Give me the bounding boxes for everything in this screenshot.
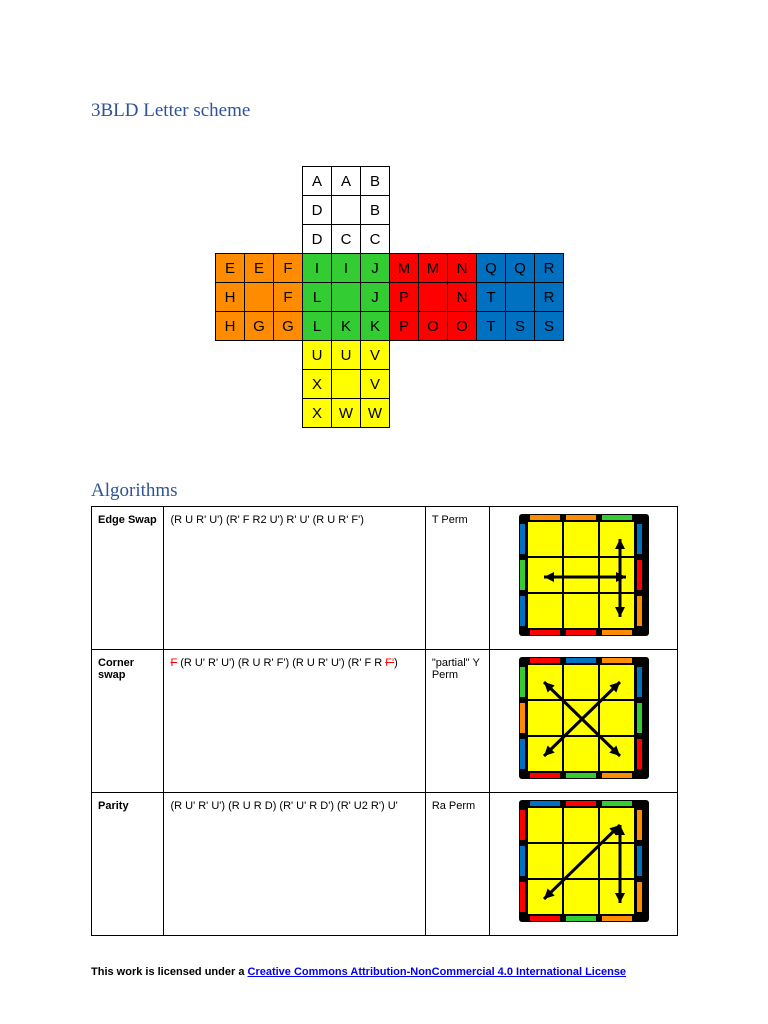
empty-cell	[506, 399, 535, 428]
top-face-sticker	[600, 808, 634, 842]
t-perm-diagram	[517, 513, 651, 637]
table-row	[92, 507, 678, 650]
table-row	[92, 793, 678, 936]
empty-cell	[477, 225, 506, 254]
sticker: J	[361, 283, 390, 312]
empty-cell	[390, 167, 419, 196]
empty-cell	[216, 196, 245, 225]
bottom-edge-sticker	[530, 773, 560, 778]
top-edge-sticker	[530, 658, 560, 663]
top-face-sticker	[564, 522, 598, 556]
top-face-sticker	[600, 701, 634, 735]
net-row	[216, 254, 564, 283]
right-edge-sticker	[637, 846, 642, 876]
sticker: K	[332, 312, 361, 341]
empty-cell	[216, 399, 245, 428]
left-edge-sticker	[520, 846, 525, 876]
left-edge-sticker	[520, 667, 525, 697]
empty-cell	[245, 225, 274, 254]
sticker: H	[216, 283, 245, 312]
table-row	[92, 650, 678, 793]
sticker: X	[303, 370, 332, 399]
left-edge-sticker	[520, 810, 525, 840]
top-face-sticker	[600, 844, 634, 878]
algorithm-sequence: (R U' R' U') (R U R D) (R' U' R D') (R' U2 R') U'	[164, 793, 425, 936]
net-row	[216, 370, 564, 399]
cube-net-letter-scheme	[215, 166, 564, 428]
right-edge-sticker	[637, 810, 642, 840]
sticker	[332, 283, 361, 312]
empty-cell	[506, 196, 535, 225]
perm-diagram-cell	[490, 793, 678, 936]
sticker	[506, 283, 535, 312]
empty-cell	[448, 399, 477, 428]
y-perm-diagram	[517, 656, 651, 780]
sticker: O	[448, 312, 477, 341]
empty-cell	[216, 167, 245, 196]
left-edge-sticker	[520, 739, 525, 769]
empty-cell	[216, 341, 245, 370]
top-face-sticker	[528, 701, 562, 735]
empty-cell	[245, 196, 274, 225]
sticker: X	[303, 399, 332, 428]
net-row	[216, 167, 564, 196]
empty-cell	[535, 370, 564, 399]
algorithms-heading: Algorithms	[91, 480, 178, 501]
empty-cell	[448, 370, 477, 399]
sticker	[245, 283, 274, 312]
sticker: F	[274, 254, 303, 283]
sticker: I	[303, 254, 332, 283]
empty-cell	[506, 370, 535, 399]
empty-cell	[506, 225, 535, 254]
top-face-sticker	[564, 737, 598, 771]
net-row	[216, 341, 564, 370]
sticker: R	[535, 254, 564, 283]
top-face-sticker	[528, 594, 562, 628]
empty-cell	[274, 225, 303, 254]
top-face-sticker	[564, 558, 598, 592]
empty-cell	[245, 341, 274, 370]
top-edge-sticker	[566, 658, 596, 663]
empty-cell	[274, 167, 303, 196]
top-edge-sticker	[530, 515, 560, 520]
sticker	[332, 370, 361, 399]
sticker: B	[361, 196, 390, 225]
algorithms-table	[91, 506, 678, 936]
empty-cell	[390, 196, 419, 225]
net-row	[216, 399, 564, 428]
top-edge-sticker	[602, 658, 632, 663]
bottom-edge-sticker	[566, 916, 596, 921]
empty-cell	[390, 370, 419, 399]
empty-cell	[419, 196, 448, 225]
sticker: N	[448, 283, 477, 312]
right-edge-sticker	[637, 560, 642, 590]
empty-cell	[477, 167, 506, 196]
sticker: M	[419, 254, 448, 283]
sticker: V	[361, 341, 390, 370]
empty-cell	[506, 167, 535, 196]
net-row	[216, 196, 564, 225]
empty-cell	[535, 399, 564, 428]
sticker: A	[332, 167, 361, 196]
sticker: B	[361, 167, 390, 196]
sticker	[419, 283, 448, 312]
left-edge-sticker	[520, 560, 525, 590]
bottom-edge-sticker	[602, 630, 632, 635]
empty-cell	[216, 370, 245, 399]
top-face-sticker	[528, 522, 562, 556]
right-edge-sticker	[637, 703, 642, 733]
top-face-sticker	[528, 808, 562, 842]
empty-cell	[274, 370, 303, 399]
empty-cell	[535, 341, 564, 370]
algorithm-sequence: (R U R' U') (R' F R2 U') R' U' (R U R' F')	[164, 507, 425, 650]
sticker: D	[303, 196, 332, 225]
empty-cell	[448, 167, 477, 196]
perm-name: "partial" Y Perm	[425, 650, 489, 793]
bottom-edge-sticker	[566, 630, 596, 635]
top-face-sticker	[528, 844, 562, 878]
empty-cell	[419, 167, 448, 196]
sticker: T	[477, 312, 506, 341]
right-edge-sticker	[637, 739, 642, 769]
sticker: H	[216, 312, 245, 341]
empty-cell	[448, 341, 477, 370]
sticker: K	[361, 312, 390, 341]
empty-cell	[448, 196, 477, 225]
sticker: V	[361, 370, 390, 399]
empty-cell	[390, 225, 419, 254]
empty-cell	[245, 167, 274, 196]
top-face-sticker	[600, 522, 634, 556]
sticker: I	[332, 254, 361, 283]
bottom-edge-sticker	[566, 773, 596, 778]
empty-cell	[274, 196, 303, 225]
empty-cell	[274, 399, 303, 428]
right-edge-sticker	[637, 596, 642, 626]
sticker: W	[332, 399, 361, 428]
sticker: T	[477, 283, 506, 312]
sticker: C	[332, 225, 361, 254]
perm-name: T Perm	[425, 507, 489, 650]
empty-cell	[245, 370, 274, 399]
net-row	[216, 225, 564, 254]
top-face-sticker	[564, 880, 598, 914]
empty-cell	[535, 167, 564, 196]
sticker: Q	[506, 254, 535, 283]
left-edge-sticker	[520, 703, 525, 733]
top-face-sticker	[528, 558, 562, 592]
sticker: P	[390, 312, 419, 341]
bottom-edge-sticker	[530, 916, 560, 921]
sticker: S	[506, 312, 535, 341]
empty-cell	[216, 225, 245, 254]
bottom-edge-sticker	[602, 916, 632, 921]
empty-cell	[419, 225, 448, 254]
letter-scheme-heading: 3BLD Letter scheme	[91, 100, 251, 121]
empty-cell	[245, 399, 274, 428]
perm-diagram-cell	[490, 507, 678, 650]
sticker: P	[390, 283, 419, 312]
sticker	[332, 196, 361, 225]
empty-cell	[390, 341, 419, 370]
algorithm-name: Edge Swap	[92, 507, 164, 650]
sticker: M	[390, 254, 419, 283]
sticker: N	[448, 254, 477, 283]
license-footer	[91, 966, 626, 978]
sticker: Q	[477, 254, 506, 283]
license-text: This work is licensed under a	[91, 966, 248, 978]
sticker: J	[361, 254, 390, 283]
sequence-tail: )	[394, 657, 398, 669]
sticker: A	[303, 167, 332, 196]
empty-cell	[506, 341, 535, 370]
bottom-edge-sticker	[602, 773, 632, 778]
empty-cell	[419, 399, 448, 428]
sticker: O	[419, 312, 448, 341]
empty-cell	[477, 196, 506, 225]
top-edge-sticker	[566, 801, 596, 806]
sticker: G	[245, 312, 274, 341]
sticker: F	[274, 283, 303, 312]
undo-move: F'	[385, 657, 395, 669]
ra-perm-diagram	[517, 799, 651, 923]
empty-cell	[477, 370, 506, 399]
empty-cell	[419, 341, 448, 370]
sticker: L	[303, 312, 332, 341]
sticker: S	[535, 312, 564, 341]
net-row	[216, 283, 564, 312]
sticker: D	[303, 225, 332, 254]
left-edge-sticker	[520, 596, 525, 626]
algorithm-name: Parity	[92, 793, 164, 936]
top-edge-sticker	[602, 801, 632, 806]
license-link[interactable]: Creative Commons Attribution-NonCommercial 4.0 International License	[247, 966, 627, 978]
empty-cell	[535, 225, 564, 254]
right-edge-sticker	[637, 667, 642, 697]
perm-diagram-cell	[490, 650, 678, 793]
algorithm-name: Corner swap	[92, 650, 164, 793]
empty-cell	[477, 341, 506, 370]
bottom-edge-sticker	[530, 630, 560, 635]
setup-move: F	[170, 657, 178, 669]
algorithm-sequence	[164, 650, 425, 793]
net-row	[216, 312, 564, 341]
top-edge-sticker	[530, 801, 560, 806]
sticker: U	[303, 341, 332, 370]
sticker: L	[303, 283, 332, 312]
sticker: U	[332, 341, 361, 370]
top-face-sticker	[564, 594, 598, 628]
right-edge-sticker	[637, 882, 642, 912]
sticker: R	[535, 283, 564, 312]
empty-cell	[448, 225, 477, 254]
top-face-sticker	[564, 665, 598, 699]
top-edge-sticker	[602, 515, 632, 520]
empty-cell	[274, 341, 303, 370]
empty-cell	[535, 196, 564, 225]
empty-cell	[390, 399, 419, 428]
top-edge-sticker	[566, 515, 596, 520]
top-face-sticker	[564, 808, 598, 842]
top-face-sticker	[600, 665, 634, 699]
left-edge-sticker	[520, 524, 525, 554]
empty-cell	[477, 399, 506, 428]
sticker: W	[361, 399, 390, 428]
sticker: E	[216, 254, 245, 283]
sticker: C	[361, 225, 390, 254]
left-edge-sticker	[520, 882, 525, 912]
perm-name: Ra Perm	[425, 793, 489, 936]
sticker: G	[274, 312, 303, 341]
empty-cell	[419, 370, 448, 399]
sequence-text: (R U' R' U') (R U R' F') (R U R' U') (R' F R	[177, 657, 386, 669]
sticker: E	[245, 254, 274, 283]
right-edge-sticker	[637, 524, 642, 554]
